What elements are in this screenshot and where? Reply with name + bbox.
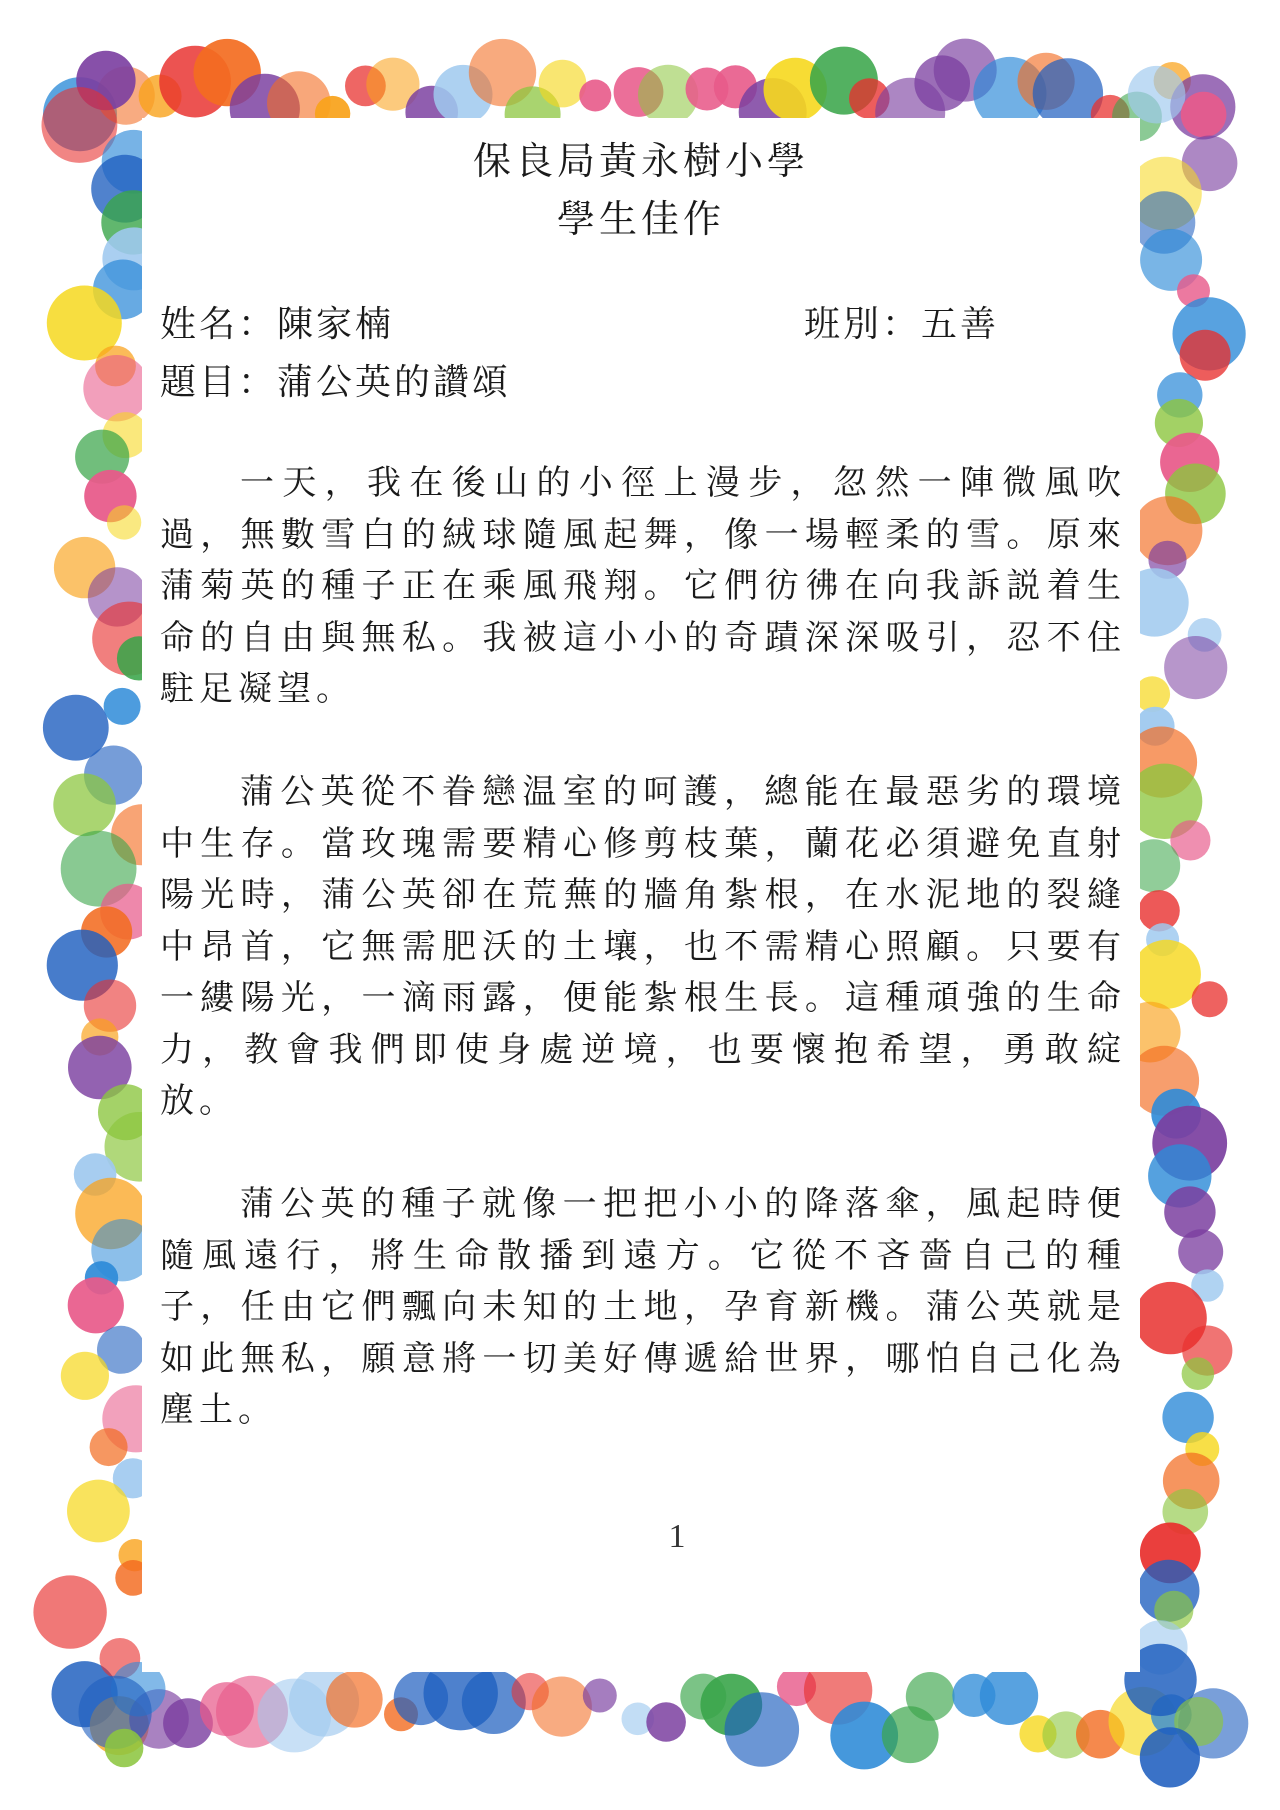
essay-paragraph-2: 蒲公英從不眷戀温室的呵護，總能在最惡劣的環境中生存。當玫瑰需要精心修剪枝葉，蘭花必須避免直射陽光時，蒲公英卻在荒蕪的牆角紮根，在水泥地的裂縫中昂首，它無需肥沃的土壤，也不需精心照顧。只要有一縷陽光，一滴雨露，便能紮根生長。這種頑強的生命力，教會我們即使身處逆境，也要懷抱希望，勇敢綻放。 xyxy=(160,772,1126,1121)
border-dot xyxy=(1164,1186,1215,1237)
student-name-line xyxy=(160,296,394,347)
border-dot xyxy=(583,1679,617,1713)
essay-paragraph-3: 蒲公英的種子就像一把把小小的降落傘，風起時便隨風遠行，將生命散播到遠方。它從不吝嗇自己的種子，任由它們飄向未知的土地，孕育新機。蒲公英就是如此無私，願意將一切美好傳遞給世界，哪怕自己化為塵土。 xyxy=(160,1184,1126,1430)
essay-topic: 蒲公英的讚頌 xyxy=(277,362,512,403)
border-dot xyxy=(646,1702,686,1742)
class-label: 班別： xyxy=(804,304,922,345)
essay-paragraph-1: 一天，我在後山的小徑上漫步，忽然一陣微風吹過，無數雪白的絨球隨風起舞，像一場輕柔的雪。原來蒲菊英的種子正在乘風飛翔。它們彷彿在向我訴説着生命的自由與無私。我被這小小的奇蹟深深吸引，忍不住駐足凝望。 xyxy=(160,463,1126,709)
border-dot xyxy=(1132,940,1201,1009)
student-class: 五善 xyxy=(921,304,1000,345)
border-dot xyxy=(53,774,116,837)
border-dot xyxy=(67,1480,130,1543)
essay-topic-line xyxy=(160,354,511,405)
border-dot xyxy=(68,1277,124,1333)
border-dot xyxy=(1128,66,1186,124)
topic-label: 題目： xyxy=(160,362,278,403)
border-dot xyxy=(90,1428,128,1466)
student-class-line xyxy=(804,296,999,347)
border-dot xyxy=(1181,92,1227,138)
border-dot xyxy=(33,1575,106,1648)
border-dot xyxy=(1182,1357,1215,1390)
border-dot xyxy=(906,1672,955,1721)
border-dot xyxy=(1140,1727,1200,1787)
name-label: 姓名： xyxy=(160,304,278,345)
page-number: 1 xyxy=(668,1518,686,1555)
border-dot xyxy=(104,688,141,725)
border-dot xyxy=(107,505,141,539)
document-subtitle: 學生佳作 xyxy=(556,197,725,241)
student-name: 陳家楠 xyxy=(277,304,395,345)
school-name: 保良局黃永樹小學 xyxy=(472,139,809,183)
border-dot xyxy=(105,1729,144,1768)
border-dot xyxy=(532,1677,592,1737)
essay-body xyxy=(160,458,1126,1488)
border-dot xyxy=(1180,330,1231,381)
border-dot xyxy=(1192,981,1228,1017)
border-dot xyxy=(83,355,149,421)
border-dot xyxy=(1178,1229,1223,1274)
document-header xyxy=(142,132,1140,248)
border-dot xyxy=(579,80,611,112)
border-dot xyxy=(61,1352,109,1400)
border-dot xyxy=(1164,636,1227,699)
essay-sheet xyxy=(142,118,1140,1672)
border-dot xyxy=(980,1667,1038,1725)
border-dot xyxy=(539,60,587,108)
border-dot xyxy=(326,1671,383,1728)
